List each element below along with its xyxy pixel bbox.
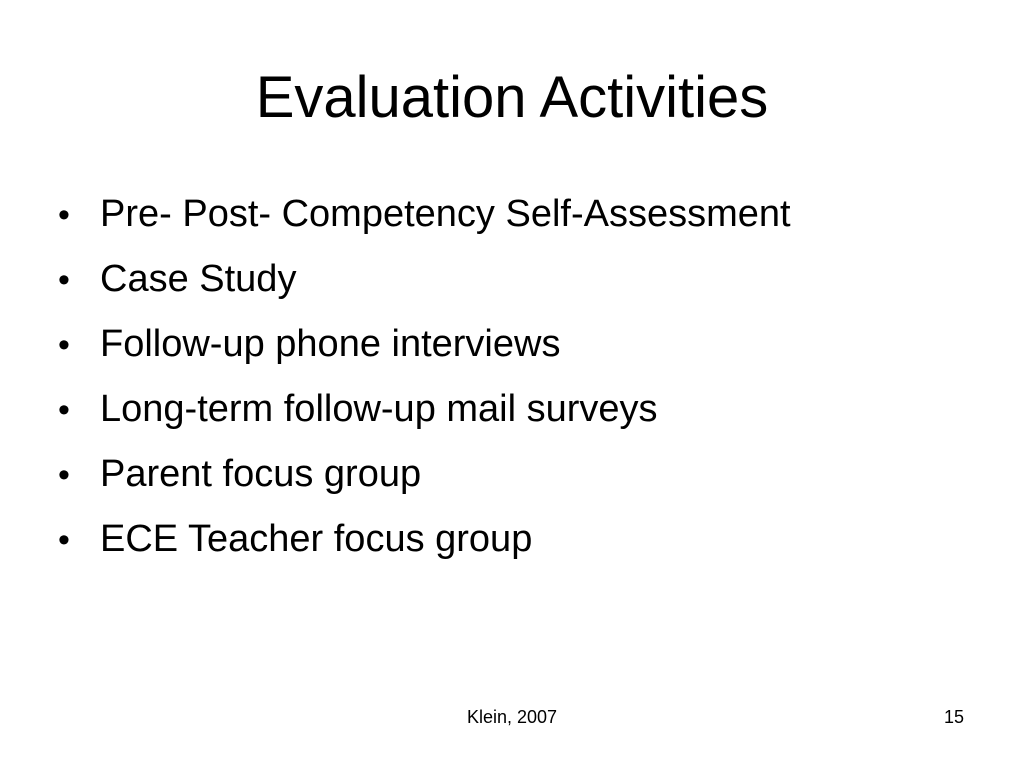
bullet-text: Parent focus group [100, 453, 422, 495]
bullet-item [58, 511, 998, 576]
bullet-marker: • [58, 326, 70, 364]
bullet-text: ECE Teacher focus group [100, 518, 533, 560]
bullet-item [58, 251, 998, 316]
bullet-item [58, 316, 998, 381]
bullet-marker: • [58, 521, 70, 559]
bullet-marker: • [58, 261, 70, 299]
bullet-text: Case Study [100, 258, 297, 300]
bullet-marker: • [58, 196, 70, 234]
bullet-item [58, 446, 998, 511]
bullet-item [58, 381, 998, 446]
bullet-text: Long-term follow-up mail surveys [100, 388, 658, 430]
bullet-text: Pre- Post- Competency Self-Assessment [100, 193, 791, 235]
bullet-item [58, 186, 998, 251]
bullet-marker: • [58, 391, 70, 429]
slide-number: 15 [943, 707, 964, 727]
bullet-marker: • [58, 456, 70, 494]
bullet-list [58, 186, 998, 576]
slide-title: Evaluation Activities [255, 65, 769, 130]
bullet-text: Follow-up phone interviews [100, 323, 561, 365]
footer-citation: Klein, 2007 [466, 707, 558, 727]
